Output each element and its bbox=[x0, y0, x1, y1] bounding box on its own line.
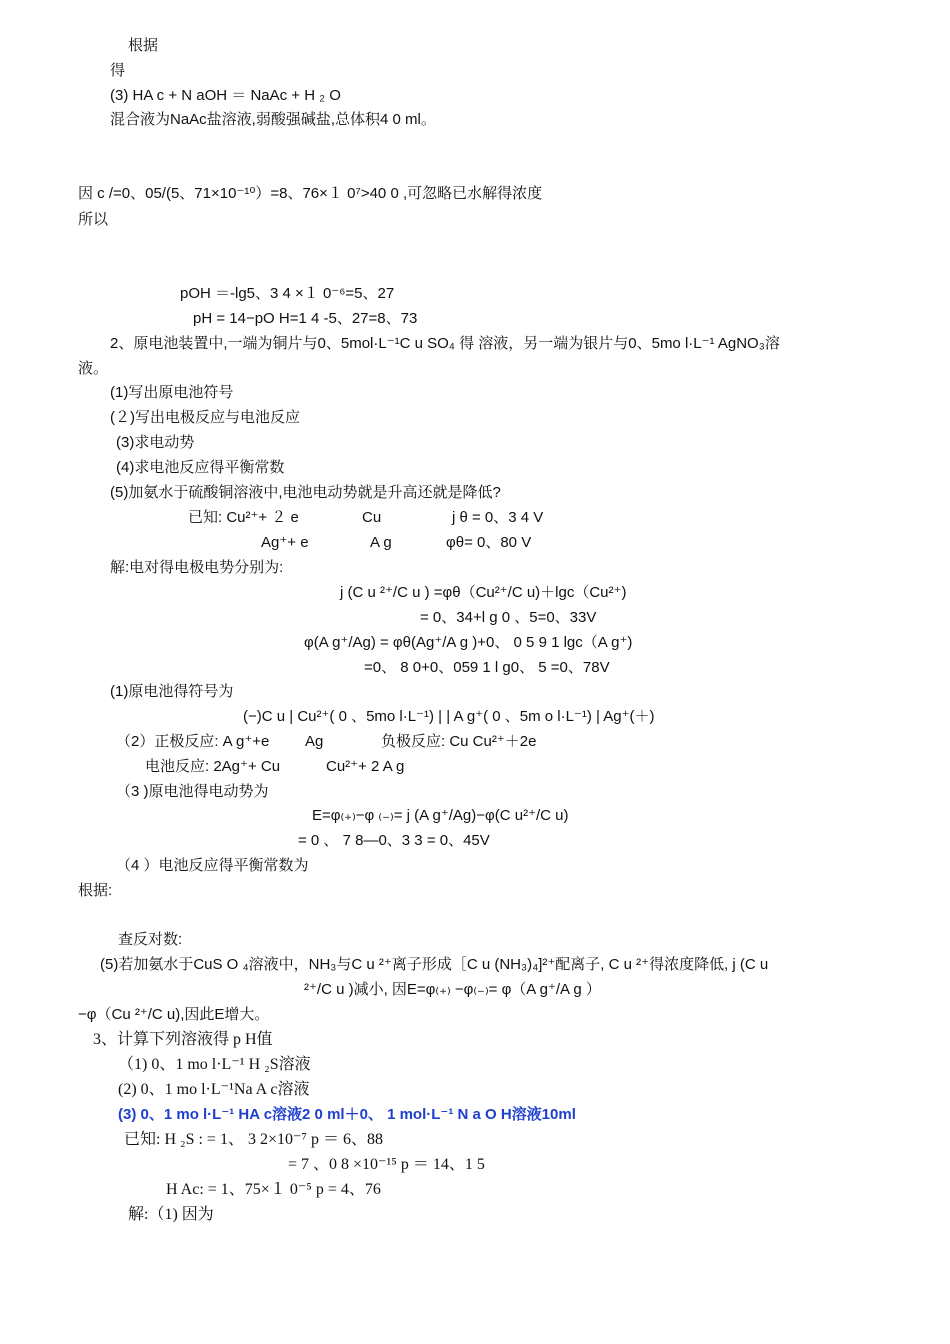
text-line: （3 )原电池得电动势为 bbox=[116, 783, 269, 800]
highlighted-question-line: (3) 0、1 mo l·L⁻¹ HA c溶液2 0 ml＋0、 1 mol·L⁻¹ N a O H溶液10ml bbox=[118, 1106, 576, 1123]
text-line: 根据: bbox=[78, 882, 113, 899]
text-line: −φ（Cu ²⁺/C u),因此E增大。 bbox=[78, 1006, 270, 1023]
text-line: （1) 0、1 mo l·L⁻¹ H ₂S溶液 bbox=[118, 1056, 311, 1073]
equation-line: Cu²⁺+ 2 A g bbox=[326, 758, 405, 775]
text-line: 已知: H ₂S : = 1、 3 2×10⁻⁷ p ＝ 6、88 bbox=[124, 1131, 383, 1148]
text-line: H Ac: = 1、75×１ 0⁻⁵ p = 4、76 bbox=[166, 1181, 381, 1198]
equation-line: Ag bbox=[305, 733, 324, 750]
text-line: 混合液为NaAc盐溶液,弱酸强碱盐,总体积4 0 ml。 bbox=[110, 111, 436, 128]
text-line: (5)加氨水于硫酸铜溶液中,电池电动势就是升高还就是降低? bbox=[110, 484, 501, 501]
equation-line: j (C u ²⁺/C u ) =φθ（Cu²⁺/C u)＋lgc（Cu²⁺) bbox=[340, 584, 627, 601]
equation-line: (−)C u | Cu²⁺( 0 、5mo l·L⁻¹) | | A g⁺( 0 、5m o l·L⁻¹) | Ag⁺(＋) bbox=[243, 708, 655, 725]
equation-line: （2）正极反应: A g⁺+e bbox=[116, 733, 270, 750]
text-line: 查反对数: bbox=[118, 931, 183, 948]
text-line: ²⁺/C u )减小, 因E=φ₍₊₎ −φ₍₋₎= φ（A g⁺/A g ） bbox=[304, 981, 601, 998]
text-line: (3)求电动势 bbox=[116, 434, 195, 451]
equation-line: 负极反应: Cu Cu²⁺＋2e bbox=[381, 733, 537, 750]
text-line: 得 bbox=[110, 62, 126, 79]
text-line: 所以 bbox=[78, 211, 109, 228]
text-line: (4)求电池反应得平衡常数 bbox=[116, 459, 285, 476]
text-line: (２)写出电极反应与电池反应 bbox=[110, 409, 300, 426]
text-line: 解:电对得电极电势分别为: bbox=[110, 559, 284, 576]
equation-line: (3) HA c + N aOH ＝ NaAc + H ₂ O bbox=[110, 87, 341, 104]
question-line: 3、计算下列溶液得 p H值 bbox=[93, 1031, 273, 1048]
equation-line: j θ = 0、3 4 V bbox=[452, 509, 544, 526]
text-line: 液。 bbox=[78, 360, 109, 377]
equation-line: Cu bbox=[362, 509, 382, 526]
equation-line: = 0 、 7 8—0、3 3 = 0、45V bbox=[298, 832, 490, 849]
equation-line: 已知: Cu²⁺+ ２ e bbox=[188, 509, 299, 526]
text-line: 根据 bbox=[128, 37, 159, 54]
equation-line: A g bbox=[370, 534, 392, 551]
text-line: (1)原电池得符号为 bbox=[110, 683, 234, 700]
text-line: = 7 、0 8 ×10⁻¹⁵ p ＝ 14、1 5 bbox=[288, 1156, 485, 1173]
equation-line: Ag⁺+ e bbox=[261, 534, 309, 551]
text-line: （4 ）电池反应得平衡常数为 bbox=[116, 857, 309, 874]
equation-line: pOH ＝-lg5、3 4 ×１ 0⁻⁶=5、27 bbox=[180, 285, 395, 302]
equation-line: E=φ₍₊₎−φ ₍₋₎= j (A g⁺/Ag)−φ(C u²⁺/C u) bbox=[312, 807, 569, 824]
text-line: (2) 0、1 mo l·L⁻¹Na A c溶液 bbox=[118, 1081, 310, 1098]
equation-line: = 0、34+l g 0 、5=0、33V bbox=[420, 609, 597, 626]
equation-line: pH = 14−pO H=1 4 -5、27=8、73 bbox=[193, 310, 418, 327]
text-line: 因 c /=0、05/(5、71×10⁻¹⁰）=8、76×１ 0⁷>40 0 ,可忽略已水解得浓度 bbox=[78, 185, 543, 202]
text-line: (1)写出原电池符号 bbox=[110, 384, 234, 401]
equation-line: =0、 8 0+0、059 1 l g0、 5 =0、78V bbox=[364, 659, 610, 676]
equation-line: 电池反应: 2Ag⁺+ Cu bbox=[145, 758, 281, 775]
equation-line: φθ= 0、80 V bbox=[446, 534, 532, 551]
equation-line: φ(A g⁺/Ag) = φθ(Ag⁺/A g )+0、 0 5 9 1 lgc（A g⁺) bbox=[304, 634, 633, 651]
question-line: 2、原电池装置中,一端为铜片与0、5mol·L⁻¹C u SO₄ 得 溶液，另一端为银片与0、5mo l·L⁻¹ AgNO₃溶 bbox=[110, 335, 780, 352]
text-line: 解:（1) 因为 bbox=[128, 1206, 214, 1223]
text-line: (5)若加氨水于CuS O ₄溶液中，NH₃与C u ²⁺离子形成［C u (NH₃)₄]²⁺配离子, C u ²⁺得浓度降低, j (C u bbox=[100, 956, 769, 973]
